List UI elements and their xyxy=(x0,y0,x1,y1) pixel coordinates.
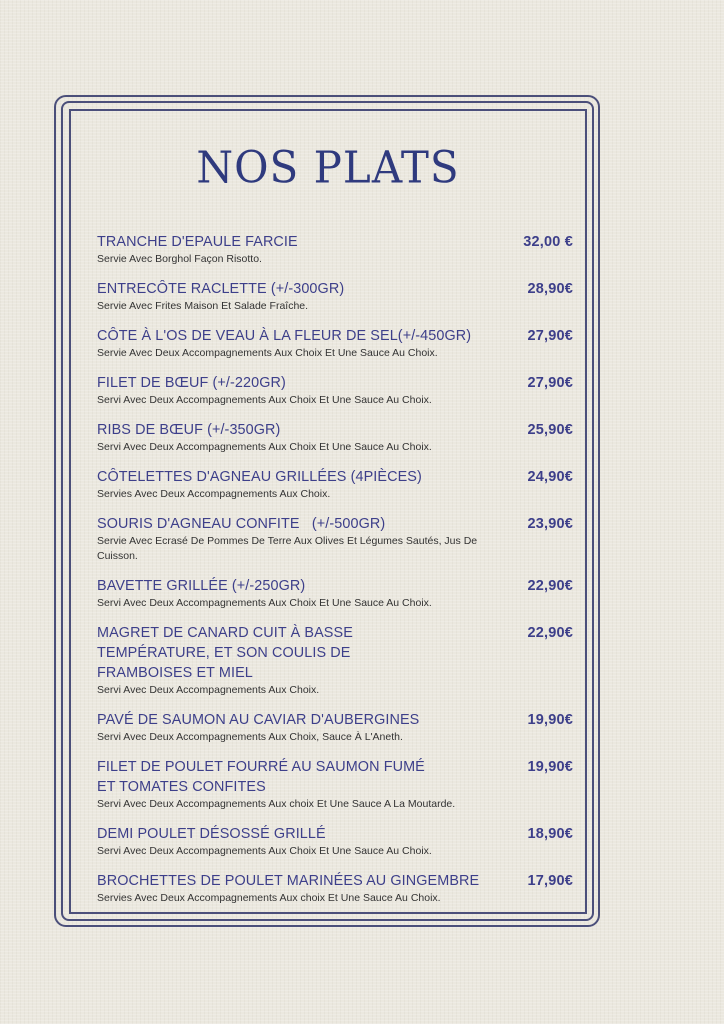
menu-item xyxy=(97,710,573,745)
item-price: 27,90€ xyxy=(527,328,573,344)
item-description: Servie Avec Frites Maison Et Salade Fraîche. xyxy=(97,300,309,312)
item-name: SOURIS D'AGNEAU CONFITE (+/-500GR) xyxy=(97,515,386,532)
item-description: Servi Avec Deux Accompagnements Aux Choix Et Une Sauce Au Choix. xyxy=(97,845,432,857)
item-price: 19,90€ xyxy=(527,712,573,728)
item-price: 23,90€ xyxy=(527,516,573,532)
item-name: FILET DE BŒUF (+/-220GR) xyxy=(97,374,286,391)
item-description: Servie Avec Deux Accompagnements Aux Choix Et Une Sauce Au Choix. xyxy=(97,347,438,359)
item-name: ENTRECÔTE RACLETTE (+/-300GR) xyxy=(97,280,345,297)
item-description: Servies Avec Deux Accompagnements Aux Choix. xyxy=(97,488,331,500)
item-price: 27,90€ xyxy=(527,375,573,391)
item-name: TRANCHE D'EPAULE FARCIE xyxy=(97,233,298,250)
menu-item xyxy=(97,373,573,408)
item-description: Servi Avec Deux Accompagnements Aux Choix Et Une Sauce Au Choix. xyxy=(97,597,432,609)
item-price: 18,90€ xyxy=(527,826,573,842)
menu-item xyxy=(97,576,573,611)
menu-item xyxy=(97,326,573,361)
menu-item xyxy=(97,420,573,455)
menu-item xyxy=(97,871,573,906)
item-description: Servi Avec Deux Accompagnements Aux choix Et Une Sauce A La Moutarde. xyxy=(97,798,456,810)
item-name: DEMI POULET DÉSOSSÉ GRILLÉ xyxy=(97,825,326,842)
item-price: 32,00 € xyxy=(523,234,573,250)
item-name: CÔTE À L'OS DE VEAU À LA FLEUR DE SEL(+/-450GR) xyxy=(97,327,472,344)
item-price: 28,90€ xyxy=(527,281,573,297)
item-description: Servi Avec Deux Accompagnements Aux Choix Et Une Sauce Au Choix. xyxy=(97,441,432,453)
menu-item xyxy=(97,467,573,502)
item-description: Servie Avec Borghol Façon Risotto. xyxy=(97,253,262,265)
item-name: PAVÉ DE SAUMON AU CAVIAR D'AUBERGINES xyxy=(97,711,420,728)
item-price: 25,90€ xyxy=(527,422,573,438)
item-name: BAVETTE GRILLÉE (+/-250GR) xyxy=(97,577,306,594)
menu-item xyxy=(97,232,573,267)
menu-item xyxy=(97,279,573,314)
item-name: CÔTELETTES D'AGNEAU GRILLÉES (4PIÈCES) xyxy=(97,468,422,485)
item-description: Servi Avec Deux Accompagnements Aux Choix Et Une Sauce Au Choix. xyxy=(97,394,432,406)
item-price: 19,90€ xyxy=(527,759,573,775)
item-name: RIBS DE BŒUF (+/-350GR) xyxy=(97,421,281,438)
menu-item xyxy=(97,757,573,812)
item-name: MAGRET DE CANARD CUIT À BASSE TEMPÉRATURE, ET SON COULIS DE FRAMBOISES ET MIEL xyxy=(97,624,353,681)
item-name: BROCHETTES DE POULET MARINÉES AU GINGEMBRE xyxy=(97,872,480,889)
item-price: 22,90€ xyxy=(527,625,573,641)
item-description: Servi Avec Deux Accompagnements Aux Choix, Sauce À L'Aneth. xyxy=(97,731,403,743)
item-price: 17,90€ xyxy=(527,873,573,889)
menu-item xyxy=(97,623,573,698)
page-title: NOS PLATS xyxy=(196,141,460,194)
menu-item xyxy=(97,514,573,564)
item-price: 24,90€ xyxy=(527,469,573,485)
item-name: FILET DE POULET FOURRÉ AU SAUMON FUMÉ ET TOMATES CONFITES xyxy=(97,758,425,795)
item-description: Servi Avec Deux Accompagnements Aux Choix. xyxy=(97,684,320,696)
item-description: Servie Avec Ecrasé De Pommes De Terre Aux Olives Et Légumes Sautés, Jus De Cuisson. xyxy=(97,535,478,562)
menu-item xyxy=(97,824,573,859)
item-price: 22,90€ xyxy=(527,578,573,594)
item-description: Servies Avec Deux Accompagnements Aux choix Et Une Sauce Au Choix. xyxy=(97,892,441,904)
menu-list xyxy=(97,232,573,918)
